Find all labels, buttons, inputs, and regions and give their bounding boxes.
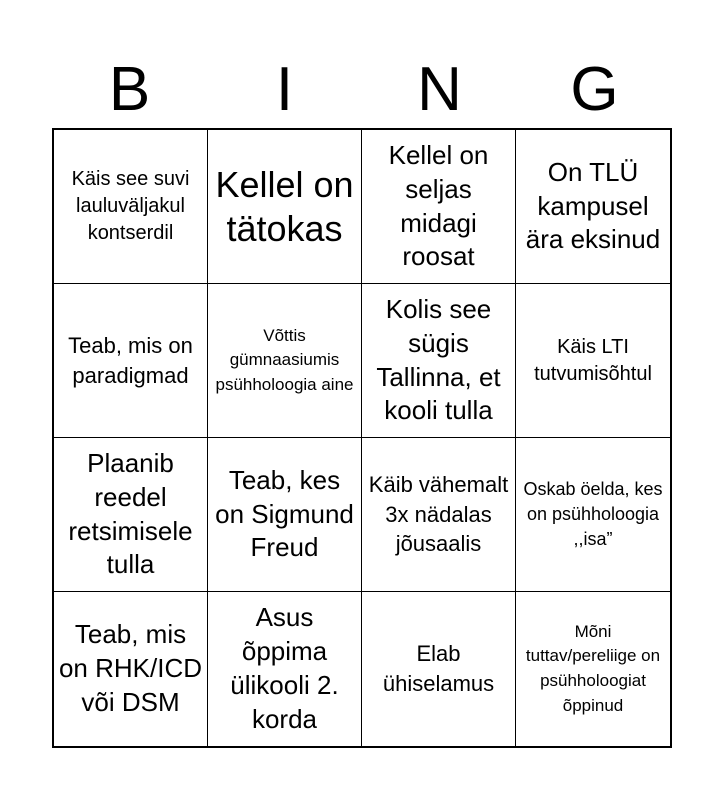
- cell-text: Käib vähemalt 3x nädalas jõusaalis: [368, 471, 509, 557]
- cell-text: Asus õppima ülikooli 2. korda: [230, 602, 339, 734]
- bingo-cell[interactable]: [208, 284, 362, 438]
- header-letter-n: N: [417, 55, 462, 124]
- cell-text: Teab, kes on Sigmund Freud: [215, 464, 354, 563]
- bingo-cell[interactable]: [516, 130, 670, 284]
- cell-text: Oskab öelda, kes on psühholoogia ,,isa”: [523, 478, 663, 550]
- header-letter-i: I: [275, 55, 294, 124]
- cell-text: Kellel on tätokas: [215, 163, 354, 249]
- bingo-cell[interactable]: [54, 284, 208, 438]
- cell-text: Mõni tuttav/pereliige on psühholoogiat õppinud: [525, 621, 661, 715]
- bingo-cell[interactable]: [362, 284, 516, 438]
- header-letter-b: B: [108, 55, 151, 124]
- cell-text: Käis see suvi lauluväljakul kontserdil: [71, 168, 190, 244]
- bingo-cell[interactable]: [362, 592, 516, 746]
- bingo-cell[interactable]: [362, 130, 516, 284]
- bingo-header: [52, 52, 672, 128]
- bingo-cell[interactable]: [516, 284, 670, 438]
- cell-text: Teab, mis on RHK/ICD või DSM: [58, 619, 203, 717]
- bingo-board: [52, 128, 672, 748]
- bingo-cell[interactable]: [516, 438, 670, 592]
- cell-text: Teab, mis on paradigmad: [68, 332, 193, 388]
- header-letter-g: G: [570, 55, 619, 124]
- bingo-cell[interactable]: [208, 438, 362, 592]
- bingo-cell[interactable]: [208, 592, 362, 746]
- cell-text: On TLÜ kampusel ära eksinud: [525, 156, 661, 255]
- cell-text: Plaanib reedel retsimisele tulla: [68, 447, 193, 580]
- bingo-cell[interactable]: [54, 592, 208, 746]
- cell-text: Võttis gümnaasiumis psühholoogia aine: [215, 325, 354, 394]
- bingo-cell[interactable]: [208, 130, 362, 284]
- cell-text: Elab ühiselamus: [382, 641, 495, 696]
- bingo-cell[interactable]: [516, 592, 670, 746]
- bingo-cell[interactable]: [54, 130, 208, 284]
- cell-text: Kolis see sügis Tallinna, et kooli tulla: [376, 293, 501, 426]
- cell-text: Kellel on seljas midagi roosat: [388, 139, 489, 272]
- cell-text: Käis LTI tutvumisõhtul: [534, 335, 652, 385]
- bingo-cell[interactable]: [54, 438, 208, 592]
- bingo-cell[interactable]: [362, 438, 516, 592]
